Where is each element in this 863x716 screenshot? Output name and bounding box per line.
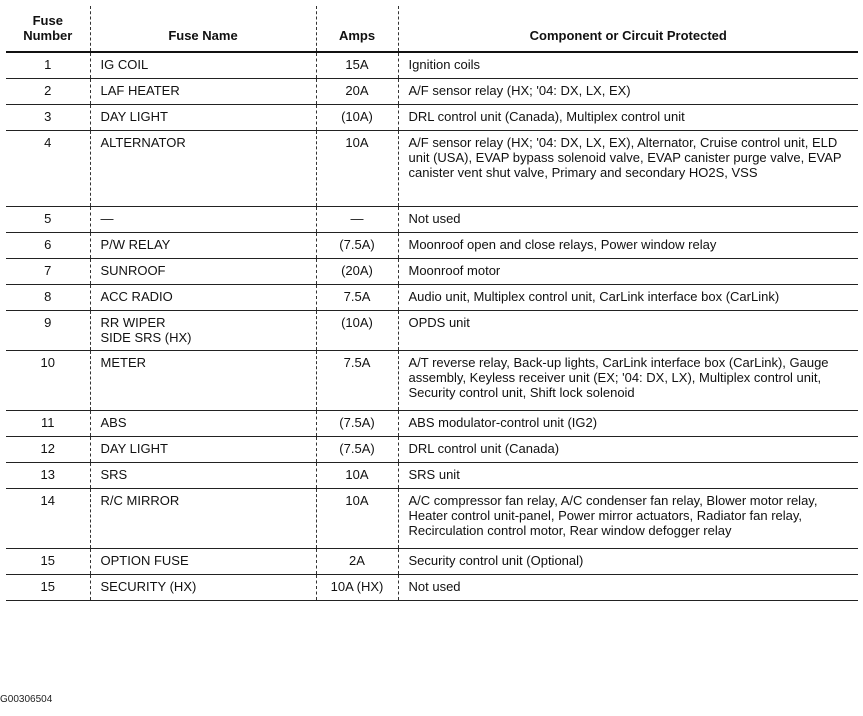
fuse-number-cell: 6 xyxy=(44,236,52,252)
header-fuse-name: Fuse Name xyxy=(90,6,316,52)
table-row xyxy=(6,78,858,104)
fuse-number-cell: 3 xyxy=(44,108,52,124)
amps-cell: 10A xyxy=(316,130,398,206)
fuse-name-cell: DAY LIGHT xyxy=(90,104,316,130)
component-cell: Ignition coils xyxy=(398,52,858,78)
amps-cell: 7.5A xyxy=(316,284,398,310)
amps-cell: 10A xyxy=(316,488,398,548)
fuse-number-cell: 14 xyxy=(40,492,55,508)
table-row xyxy=(6,284,858,310)
fuse-table xyxy=(6,6,858,601)
table-header xyxy=(6,6,858,52)
fuse-number-cell: 9 xyxy=(44,314,52,330)
amps-cell: 15A xyxy=(316,52,398,78)
amps-cell: (10A) xyxy=(316,310,398,350)
header-component: Component or Circuit Protected xyxy=(398,6,858,52)
component-cell: Moonroof motor xyxy=(398,258,858,284)
table-body xyxy=(6,52,858,600)
fuse-name-cell: ACC RADIO xyxy=(90,284,316,310)
fuse-name-cell: — xyxy=(90,206,316,232)
table-row xyxy=(6,258,858,284)
amps-cell: 7.5A xyxy=(316,350,398,410)
fuse-name-cell: ALTERNATOR xyxy=(90,130,316,206)
amps-cell: — xyxy=(316,206,398,232)
amps-cell: (7.5A) xyxy=(316,410,398,436)
table-row xyxy=(6,410,858,436)
table-row xyxy=(6,350,858,410)
header-fuse-number: Fuse Number xyxy=(23,13,73,43)
fuse-number-cell: 13 xyxy=(40,466,55,482)
fuse-name-cell: SUNROOF xyxy=(90,258,316,284)
component-cell: A/F sensor relay (HX; '04: DX, LX, EX), Alternator, Cruise control unit, ELD unit (USA), EVAP bypass solenoid valve, EVAP canister purge valve, EVAP canister vent shut valve, Primary and secondary HO2S, VSS xyxy=(398,130,858,206)
component-cell: A/T reverse relay, Back-up lights, CarLink interface box (CarLink), Gauge assembly, Keyless receiver unit (EX; '04: DX, LX), Multiplex control unit, Security control unit, Shift lock solenoid xyxy=(398,350,858,410)
component-cell: OPDS unit xyxy=(398,310,858,350)
component-cell: A/C compressor fan relay, A/C condenser fan relay, Blower motor relay, Heater control unit-panel, Power mirror actuators, Radiator fan relay, Recirculation control motor, Rear window defogger relay xyxy=(398,488,858,548)
fuse-name-cell: R/C MIRROR xyxy=(90,488,316,548)
component-cell: Moonroof open and close relays, Power window relay xyxy=(398,232,858,258)
fuse-name-cell: LAF HEATER xyxy=(90,78,316,104)
component-cell: Not used xyxy=(398,574,858,600)
amps-cell: 10A xyxy=(316,462,398,488)
fuse-number-cell: 5 xyxy=(44,210,52,226)
fuse-number-cell: 15 xyxy=(40,552,55,568)
table-row xyxy=(6,436,858,462)
fuse-number-cell: 4 xyxy=(44,134,52,150)
fuse-number-cell: 7 xyxy=(44,262,52,278)
component-cell: Audio unit, Multiplex control unit, CarLink interface box (CarLink) xyxy=(398,284,858,310)
amps-cell: (20A) xyxy=(316,258,398,284)
fuse-name-cell: IG COIL xyxy=(90,52,316,78)
fuse-number-cell: 15 xyxy=(40,578,55,594)
component-cell: Security control unit (Optional) xyxy=(398,548,858,574)
table-row xyxy=(6,310,858,350)
table-row xyxy=(6,206,858,232)
amps-cell: (7.5A) xyxy=(316,436,398,462)
table-row xyxy=(6,548,858,574)
table-row xyxy=(6,232,858,258)
fuse-name-cell: DAY LIGHT xyxy=(90,436,316,462)
figure-caption: G00306504 xyxy=(0,694,53,705)
fuse-number-cell: 2 xyxy=(44,82,52,98)
table-row xyxy=(6,462,858,488)
fuse-number-cell: 1 xyxy=(44,57,52,72)
component-cell: Not used xyxy=(398,206,858,232)
component-cell: DRL control unit (Canada), Multiplex control unit xyxy=(398,104,858,130)
amps-cell: (7.5A) xyxy=(316,232,398,258)
fuse-name-cell: RR WIPER SIDE SRS (HX) xyxy=(90,310,316,350)
table-row xyxy=(6,52,858,78)
fuse-name-cell: METER xyxy=(90,350,316,410)
amps-cell: 10A (HX) xyxy=(316,574,398,600)
fuse-table-container xyxy=(6,6,858,601)
amps-cell: 20A xyxy=(316,78,398,104)
fuse-number-cell: 10 xyxy=(40,354,55,370)
table-row xyxy=(6,574,858,600)
fuse-number-cell: 11 xyxy=(41,414,55,430)
table-row xyxy=(6,130,858,206)
header-amps: Amps xyxy=(316,6,398,52)
fuse-name-cell: P/W RELAY xyxy=(90,232,316,258)
fuse-name-cell: ABS xyxy=(90,410,316,436)
component-cell: DRL control unit (Canada) xyxy=(398,436,858,462)
amps-cell: 2A xyxy=(316,548,398,574)
fuse-name-cell: SECURITY (HX) xyxy=(90,574,316,600)
fuse-name-cell: SRS xyxy=(90,462,316,488)
component-cell: ABS modulator-control unit (IG2) xyxy=(398,410,858,436)
component-cell: SRS unit xyxy=(398,462,858,488)
amps-cell: (10A) xyxy=(316,104,398,130)
fuse-number-cell: 12 xyxy=(40,440,55,456)
fuse-number-cell: 8 xyxy=(44,288,52,304)
table-row xyxy=(6,104,858,130)
fuse-name-cell: OPTION FUSE xyxy=(90,548,316,574)
component-cell: A/F sensor relay (HX; '04: DX, LX, EX) xyxy=(398,78,858,104)
table-row xyxy=(6,488,858,548)
